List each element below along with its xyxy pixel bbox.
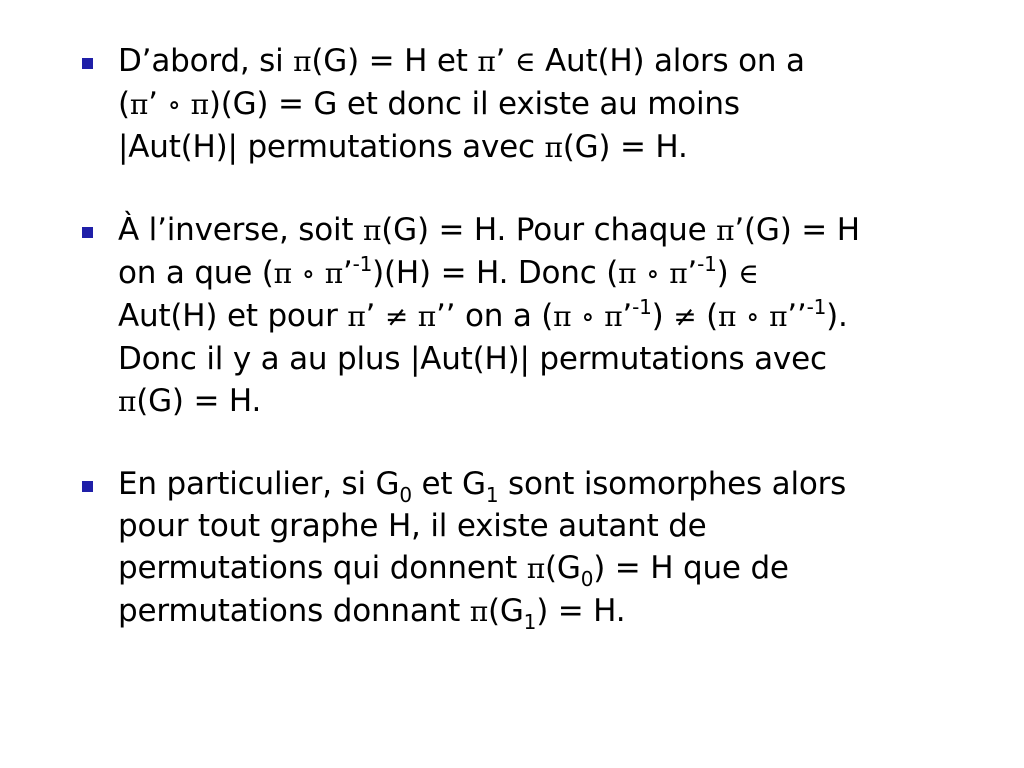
bullet-3-line-1: En particulier, si $G_0$ et $G_1$ sont isomorphes alors	[118, 466, 847, 507]
square-bullet-icon	[82, 227, 93, 238]
bullet-1-line-2: (π’ ∘ π)(G) = G et donc il existe au moins	[118, 86, 740, 122]
bullet-1-line-1: D’abord, si π(G) = H et π’ ∈ Aut(H) alors on a	[118, 43, 805, 79]
bullet-3-line-4: permutations donnant $\pi(G_1) = H$.	[118, 593, 626, 634]
bullet-1-line-3: |Aut(H)| permutations avec π(G) = H.	[118, 129, 688, 165]
bullet-2-line-3: Aut(H) et pour π’ ≠ π’’ on a (π ∘ π’$^{-1}$) ≠ (π ∘ π’’$^{-1}$).	[118, 295, 848, 334]
square-bullet-icon	[82, 481, 93, 492]
bullet-3-line-2: pour tout graphe H, il existe autant de	[118, 508, 707, 544]
bullet-2-line-2: on a que (π ∘ π’$^{-1}$)(H) = H. Donc (π ∘ π’$^{-1}$) ∈	[118, 252, 759, 291]
bullet-item-2	[76, 209, 996, 423]
square-bullet-icon	[82, 58, 93, 69]
bullet-3-line-3: permutations qui donnent $\pi(G_0) = H$ que de	[118, 550, 789, 591]
bullet-list	[76, 40, 996, 673]
bullet-item-1	[76, 40, 996, 169]
bullet-item-3	[76, 463, 996, 633]
bullet-2-line-5: π(G) = H.	[118, 383, 262, 419]
bullet-2-line-4: Donc il y a au plus |Aut(H)| permutations avec	[118, 341, 827, 377]
bullet-2-line-1: À l’inverse, soit π(G) = H. Pour chaque π’(G) = H	[118, 212, 860, 248]
